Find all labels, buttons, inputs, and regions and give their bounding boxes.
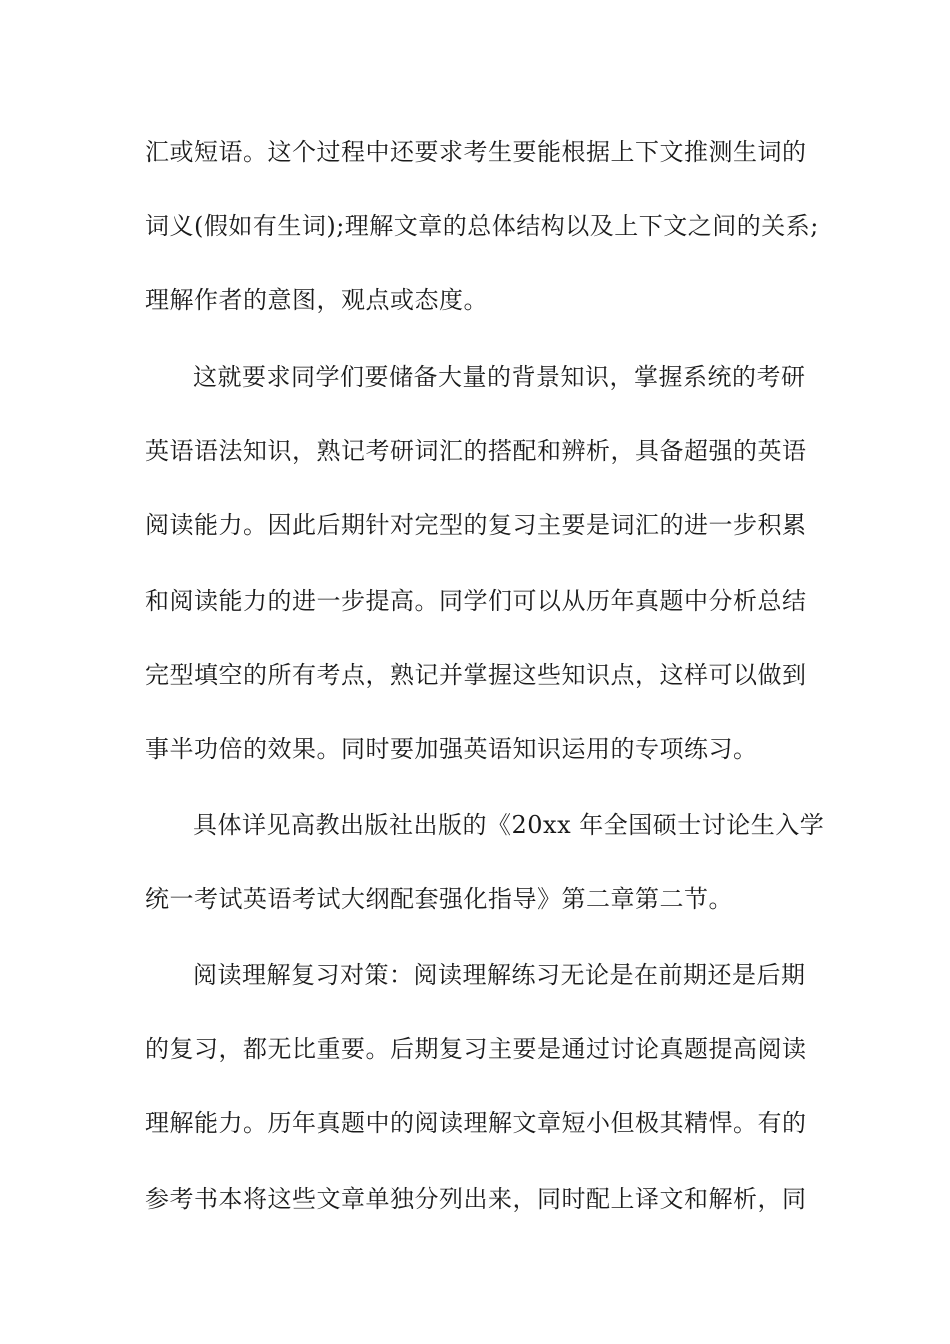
text-line: 统一考试英语考试大纲配套强化指导》第二章第二节。 [145, 885, 733, 913]
text-line: 理解作者的意图，观点或态度。 [145, 286, 488, 314]
text-line: 汇或短语。这个过程中还要求考生要能根据上下文推测生词的 [145, 138, 807, 166]
text-line: 词义(假如有生词);理解文章的总体结构以及上下文之间的关系; [145, 212, 819, 240]
text-line: 完型填空的所有考点，熟记并掌握这些知识点，这样可以做到 [145, 661, 807, 689]
paragraph-first-line: 这就要求同学们要储备大量的背景知识，掌握系统的考研 [193, 363, 806, 391]
text-line: 理解能力。历年真题中的阅读理解文章短小但极其精悍。有的 [145, 1109, 807, 1137]
paragraph-first-line: 具体详见高教出版社出版的《20xx 年全国硕士讨论生入学 [193, 811, 825, 839]
text-line: 参考书本将这些文章单独分列出来，同时配上译文和解析，同 [145, 1185, 807, 1213]
text-line: 英语语法知识，熟记考研词汇的搭配和辨析，具备超强的英语 [145, 437, 807, 465]
text-line: 和阅读能力的进一步提高。同学们可以从历年真题中分析总结 [145, 587, 807, 615]
paragraph-first-line: 阅读理解复习对策：阅读理解练习无论是在前期还是后期 [193, 961, 806, 989]
text-line: 阅读能力。因此后期针对完型的复习主要是词汇的进一步积累 [145, 511, 807, 539]
text-line: 的复习，都无比重要。后期复习主要是通过讨论真题提高阅读 [145, 1035, 807, 1063]
text-line: 事半功倍的效果。同时要加强英语知识运用的专项练习。 [145, 735, 758, 763]
